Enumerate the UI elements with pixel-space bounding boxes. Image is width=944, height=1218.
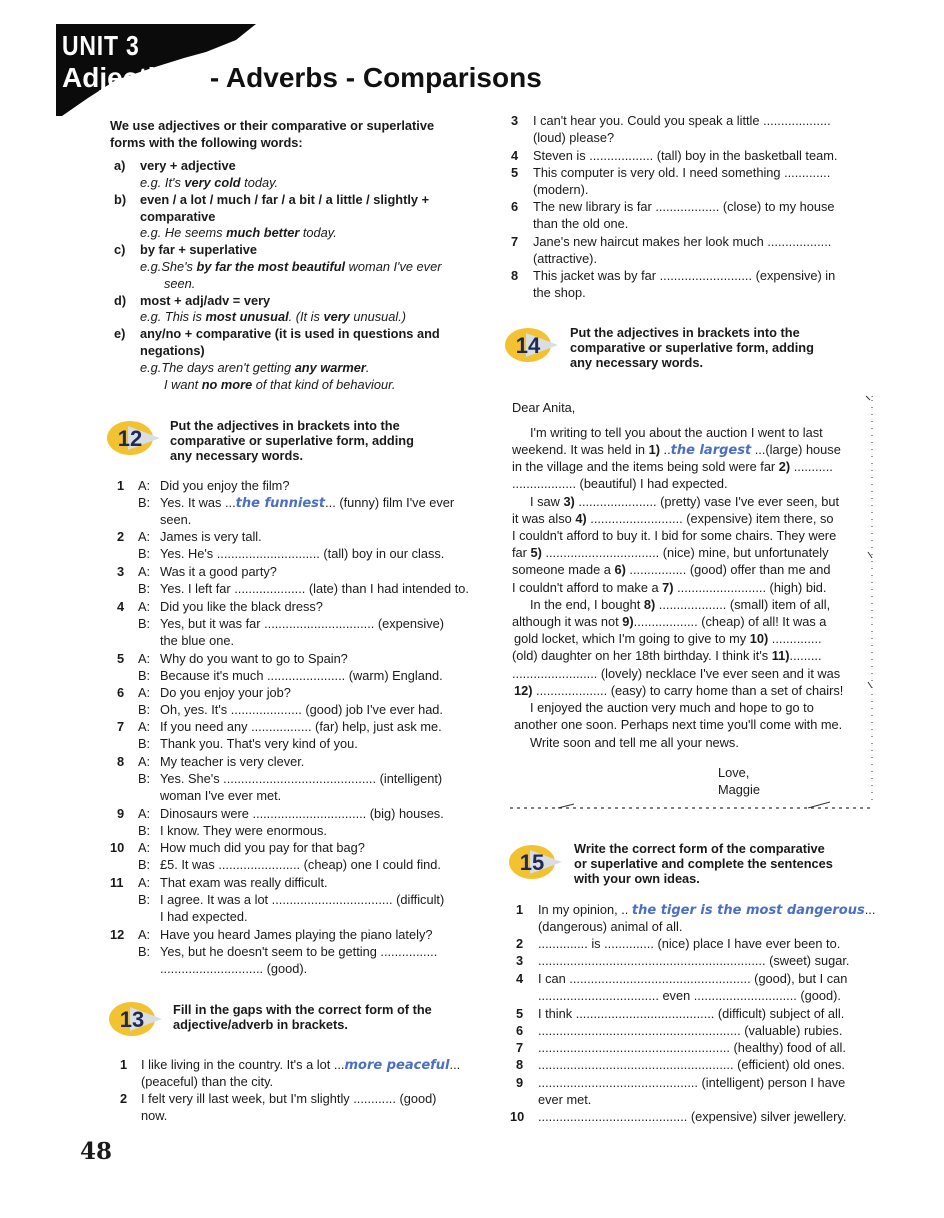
ex12-line-b-continued: seen.	[160, 512, 192, 527]
rule-b-label: b)	[114, 192, 127, 207]
answer-text: the largest	[670, 443, 752, 458]
answer-text: more peaceful	[344, 1058, 450, 1073]
rule-b-line-1: even / a lot / much / far / a bit / a little / slightly +	[140, 192, 430, 207]
ex12-line-b-continued: I had expected.	[160, 909, 248, 924]
ex12-line-a: Was it a good party?	[160, 564, 277, 579]
ex15-item-line: ...................................................... (healthy) food of all.	[538, 1040, 846, 1055]
page-title	[62, 62, 542, 94]
rule-e-label: e)	[114, 326, 126, 341]
ex15-item-line: I think ....................................... (difficult) subject of all.	[538, 1006, 845, 1021]
speaker-a-label: A:	[138, 875, 151, 890]
speaker-b-label: B:	[138, 736, 151, 751]
speaker-a-label: A:	[138, 651, 151, 666]
ex12-item-number: 12	[110, 927, 125, 942]
speaker-a-label: A:	[138, 927, 151, 942]
speaker-b-label: B:	[138, 823, 151, 838]
ex15-item-line-2: ever met.	[538, 1092, 592, 1107]
rule-d-label: d)	[114, 293, 127, 308]
ex12-line-a: Did you like the black dress?	[160, 599, 323, 614]
ex12-item-number: 5	[117, 651, 125, 666]
speaker-a-label: A:	[138, 564, 151, 579]
grammar-intro-line-2: forms with the following words:	[110, 135, 303, 150]
ex15-item-line: .............. is .............. (nice) place I have ever been to.	[538, 936, 841, 951]
ex12-line-b: Yes. I left far .................... (late) than I had intended to.	[160, 581, 469, 596]
letter-signature: Maggie	[718, 782, 760, 797]
letter-line: weekend. It was held in 1) ..the largest ...(large) house	[512, 442, 841, 458]
rule-c-label: c)	[114, 242, 126, 257]
ex12-line-a: James is very tall.	[160, 529, 262, 544]
letter-line: In the end, I bought 8) ................... (small) item of all,	[530, 597, 831, 612]
ex13-item-1: I like living in the country. It's a lot ...more peaceful...	[141, 1057, 461, 1073]
ex15-item-line: .......................................... (expensive) silver jewellery.	[538, 1109, 847, 1124]
title-first-word: Adjectives	[62, 62, 203, 93]
rule-a-label: a)	[114, 158, 126, 173]
ex15-item-line: ....................................................... (efficient) old ones.	[538, 1057, 845, 1072]
ex12-item-number: 10	[110, 840, 125, 855]
ex12-line-b: Yes. She's ........................................... (intelligent)	[160, 771, 443, 786]
speaker-a-label: A:	[138, 685, 151, 700]
letter-line: although it was not 9).................. (cheap) of all! It was a	[512, 614, 827, 629]
ex13-item-2-line-2: now.	[141, 1108, 168, 1123]
ex12-item-number: 7	[117, 719, 125, 734]
ex13-item-line: The new library is far .................. (close) to my house	[533, 199, 835, 214]
letter-line: I'm writing to tell you about the auction I went to last	[530, 425, 823, 440]
ex13-item-number: 3	[511, 113, 519, 128]
ex13-item-line-2: than the old one.	[533, 216, 629, 231]
ex12-line-a: Dinosaurs were ................................ (big) houses.	[160, 806, 444, 821]
rule-c: by far + superlative	[140, 242, 258, 257]
speaker-b-label: B:	[138, 495, 151, 510]
ex14-instruction-1: Put the adjectives in brackets into the	[570, 325, 800, 340]
ex13-item-line-2: (modern).	[533, 182, 589, 197]
ex12-line-b: Yes, but he doesn't seem to be getting ................	[160, 944, 438, 959]
exercise-14-number: 14	[515, 333, 541, 358]
ex12-item-number: 8	[117, 754, 125, 769]
ex15-item-line: ......................................................... (valuable) rubies.	[538, 1023, 843, 1038]
ex14-instruction-3: any necessary words.	[570, 355, 704, 370]
ex13-item-line-2: (loud) please?	[533, 130, 615, 145]
rule-d: most + adj/adv = very	[140, 293, 271, 308]
exercise-15-number: 15	[519, 850, 545, 875]
ex12-item-number: 1	[117, 478, 125, 493]
letter-line: someone made a 6) ................ (good) offer than me and	[512, 562, 831, 577]
ex15-instruction-1: Write the correct form of the comparative	[574, 841, 825, 856]
ex15-item-line: ................................................................ (sweet) sugar.	[538, 953, 850, 968]
ex15-instruction-2: or superlative and complete the sentences	[574, 856, 833, 871]
ex13-item-number: 7	[511, 234, 519, 249]
letter-line: far 5) ................................ (nice) mine, but unfortunately	[512, 545, 829, 560]
ex15-item-line: ............................................. (intelligent) person I have	[538, 1075, 846, 1090]
rule-e-example: e.g.The days aren't getting any warmer.	[140, 360, 370, 375]
rule-b-line-2: comparative	[140, 209, 216, 224]
rule-a-example: e.g. It's very cold today.	[140, 175, 279, 190]
ex12-line-b: I know. They were enormous.	[160, 823, 327, 838]
ex12-line-b: Yes. He's ............................. (tall) boy in our class.	[160, 546, 445, 561]
speaker-b-label: B:	[138, 546, 151, 561]
ex12-instruction-3: any necessary words.	[170, 448, 304, 463]
exercise-13-number: 13	[119, 1007, 145, 1032]
page-number: 48	[80, 1138, 113, 1165]
speaker-b-label: B:	[138, 702, 151, 717]
exercise-13-badge-icon	[106, 998, 164, 1038]
rule-a: very + adjective	[140, 158, 236, 173]
letter-line: another one soon. Perhaps next time you'll come with me.	[514, 717, 843, 732]
ex13-item-number: 5	[511, 165, 519, 180]
speaker-a-label: A:	[138, 719, 151, 734]
ex15-item-number: 9	[516, 1075, 524, 1090]
ex12-line-a: That exam was really difficult.	[160, 875, 328, 890]
letter-line: I saw 3) ...................... (pretty) vase I've ever seen, but	[530, 494, 839, 509]
ex12-line-b: Oh, yes. It's .................... (good) job I've ever had.	[160, 702, 443, 717]
ex12-line-a: Have you heard James playing the piano lately?	[160, 927, 433, 942]
ex12-item-number: 9	[117, 806, 125, 821]
letter-line: 12) .................... (easy) to carry home than a set of chairs!	[514, 683, 844, 698]
answer-text: the funniest	[235, 496, 326, 511]
letter-closing: Love,	[718, 765, 750, 780]
letter-torn-border	[508, 392, 880, 816]
rule-e-line-2: negations)	[140, 343, 205, 358]
ex13-item-line: Jane's new haircut makes her look much ..................	[533, 234, 832, 249]
letter-line: I couldn't afford to buy it. I bid for some chairs. They were	[512, 528, 837, 543]
ex12-line-a: Why do you want to go to Spain?	[160, 651, 348, 666]
speaker-a-label: A:	[138, 599, 151, 614]
ex13-item-1-line-2: (peaceful) than the city.	[141, 1074, 274, 1089]
ex12-line-b: Because it's much ...................... (warm) England.	[160, 668, 443, 683]
ex13-instruction-2: adjective/adverb in brackets.	[173, 1017, 348, 1032]
rule-e-line-1: any/no + comparative (it is used in questions and	[140, 326, 440, 341]
ex15-instruction-3: with your own ideas.	[574, 871, 700, 886]
exercise-14-badge-icon	[502, 324, 560, 364]
exercise-15-badge-icon	[506, 841, 564, 881]
letter-line: .................. (beautiful) I had expected.	[512, 476, 728, 491]
speaker-b-label: B:	[138, 771, 151, 786]
letter-line: I couldn't afford to make a 7) ......................... (high) bid.	[512, 580, 827, 595]
grammar-intro-line-1: We use adjectives or their comparative or superlative	[110, 118, 435, 133]
letter-line: it was also 4) .......................... (expensive) item there, so	[512, 511, 834, 526]
ex15-item-number: 4	[516, 971, 524, 986]
ex15-item-number: 1	[516, 902, 524, 917]
ex15-item-number: 5	[516, 1006, 524, 1021]
ex12-line-b: Yes, but it was far ............................... (expensive)	[160, 616, 445, 631]
letter-line: gold locket, which I'm going to give to my 10) ..............	[514, 631, 822, 646]
ex15-item-number: 10	[510, 1109, 525, 1124]
ex12-line-b: Thank you. That's very kind of you.	[160, 736, 358, 751]
ex12-item-number: 6	[117, 685, 125, 700]
ex12-line-a: Did you enjoy the film?	[160, 478, 290, 493]
ex13-item-number: 1	[120, 1057, 128, 1072]
unit-label: UNIT 3	[62, 30, 140, 61]
ex12-instruction-1: Put the adjectives in brackets into the	[170, 418, 400, 433]
ex13-item-line: This jacket was by far .......................... (expensive) in	[533, 268, 836, 283]
letter-line: (old) daughter on her 18th birthday. I think it's 11).........	[512, 648, 822, 663]
ex15-item-number: 7	[516, 1040, 524, 1055]
ex15-item-number: 3	[516, 953, 524, 968]
ex13-item-line-2: the shop.	[533, 285, 586, 300]
rule-d-example: e.g. This is most unusual. (It is very unusual.)	[140, 309, 407, 324]
rule-e-example-2: I want no more of that kind of behaviour.	[164, 377, 396, 392]
speaker-b-label: B:	[138, 616, 151, 631]
ex13-item-number: 4	[511, 148, 519, 163]
ex15-item-line-2: .................................. even ............................. (good).	[538, 988, 841, 1003]
rule-c-example: e.g.She's by far the most beautiful woman I've ever	[140, 259, 442, 274]
ex12-item-number: 4	[117, 599, 125, 614]
letter-line: ........................ (lovely) necklace I've ever seen and it was	[512, 666, 841, 681]
letter-line: in the village and the items being sold were far 2) ...........	[512, 459, 833, 474]
speaker-b-label: B:	[138, 892, 151, 907]
ex12-line-b-continued: the blue one.	[160, 633, 235, 648]
ex12-line-a: If you need any ................. (far) help, just ask me.	[160, 719, 442, 734]
speaker-b-label: B:	[138, 668, 151, 683]
speaker-a-label: A:	[138, 529, 151, 544]
ex13-item-line: I can't hear you. Could you speak a little ...................	[533, 113, 831, 128]
title-rest: - Adverbs - Comparisons	[202, 62, 542, 93]
ex13-item-2: I felt very ill last week, but I'm slightly ............ (good)	[141, 1091, 437, 1106]
ex14-instruction-2: comparative or superlative form, adding	[570, 340, 814, 355]
ex13-item-number: 8	[511, 268, 519, 283]
ex13-item-number: 2	[120, 1091, 128, 1106]
ex12-line-a: How much did you pay for that bag?	[160, 840, 365, 855]
ex12-line-b: Yes. It was ...the funniest... (funny) film I've ever	[160, 495, 455, 511]
ex15-item-1: In my opinion, .. the tiger is the most dangerous...	[538, 902, 876, 918]
letter-line: I enjoyed the auction very much and hope to go to	[530, 700, 814, 715]
ex12-line-b: I agree. It was a lot .................................. (difficult)	[160, 892, 445, 907]
ex12-line-b-continued: ............................. (good).	[160, 961, 308, 976]
ex12-line-a: Do you enjoy your job?	[160, 685, 291, 700]
exercise-12-badge-icon	[104, 416, 162, 456]
ex13-item-number: 6	[511, 199, 519, 214]
ex15-item-number: 8	[516, 1057, 524, 1072]
answer-text: the tiger is the most dangerous	[631, 903, 865, 918]
ex12-line-b-continued: woman I've ever met.	[160, 788, 282, 803]
ex12-item-number: 2	[117, 529, 125, 544]
letter-salutation: Dear Anita,	[512, 400, 576, 415]
speaker-b-label: B:	[138, 857, 151, 872]
ex15-item-1-line-2: (dangerous) animal of all.	[538, 919, 683, 934]
ex12-item-number: 3	[117, 564, 125, 579]
speaker-b-label: B:	[138, 944, 151, 959]
ex12-line-b: £5. It was ....................... (cheap) one I could find.	[160, 857, 441, 872]
exercise-12-number: 12	[117, 426, 143, 451]
rule-b-example: e.g. He seems much better today.	[140, 225, 337, 240]
ex15-item-number: 2	[516, 936, 524, 951]
ex15-item-line: I can ................................................... (good), but I can	[538, 971, 848, 986]
rule-c-example-2: seen.	[164, 276, 196, 291]
ex13-instruction-1: Fill in the gaps with the correct form of the	[173, 1002, 432, 1017]
ex12-line-a: My teacher is very clever.	[160, 754, 305, 769]
ex12-item-number: 11	[110, 875, 124, 890]
speaker-a-label: A:	[138, 806, 151, 821]
speaker-b-label: B:	[138, 581, 151, 596]
ex12-instruction-2: comparative or superlative form, adding	[170, 433, 414, 448]
ex13-item-line: This computer is very old. I need something .............	[533, 165, 831, 180]
letter-line: Write soon and tell me all your news.	[530, 735, 739, 750]
speaker-a-label: A:	[138, 754, 151, 769]
ex13-item-line-2: (attractive).	[533, 251, 597, 266]
ex13-item-line: Steven is .................. (tall) boy in the basketball team.	[533, 148, 838, 163]
speaker-a-label: A:	[138, 478, 151, 493]
ex15-item-number: 6	[516, 1023, 524, 1038]
speaker-a-label: A:	[138, 840, 151, 855]
